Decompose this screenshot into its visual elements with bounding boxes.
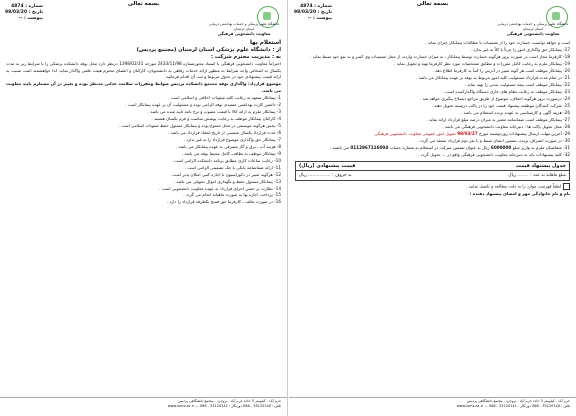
letter-from: از : دانشگاه علوم پزشکی استان لرستان (مجتمع پردیس) (136, 46, 281, 53)
letter-to: به : مدیریت محترم شرکت : (210, 53, 281, 60)
condition-item: 6- مدت قرارداد یکسال شمسی از تاریخ انعقاد قرارداد می باشد . (167, 129, 281, 135)
subject-paragraph: موضوع قرارداد: واگذاری بوفه مجتمع دانشکده پردیس ضوابط ومقررات سلامت غذایی مدنظر بوده و تغییر در آن مستلزم تایید معاونت می باشد. (6, 81, 281, 93)
letter-body-left (0, 40, 287, 206)
checkbox-icon (563, 183, 570, 190)
condition-item: 17- پیمانکار حق واگذاری امور را جزئاً یا کلاً به غیر ندارد . (470, 46, 570, 52)
letter-date: 98/03/20 (5, 10, 28, 15)
condition-item: 25- شرکت کنندگان موظفند پیشنهاد قیمت خود را در پاکت دربسته تحویل دهند . (431, 102, 570, 108)
condition-item: 8- هزینه آب ، برق و گاز مصرفی به عهده پیمانکار می باشد . (175, 143, 281, 149)
condition-item: 22- پیمانکار موظف است بیمه مسئولیت مدنی را تهیه نماید . (464, 81, 570, 87)
condition-list-right (295, 47, 570, 130)
condition-item: 9- پیمانکار موظف به نظافت کامل محیط بوفه می باشد . (181, 150, 281, 156)
letter-footer: خرم آباد - کیلومتر 3 جاده خرم آباد - بروجرد - مجتمع دانشگاهی پردیس تلفن : 33120140 - 066 دورنگار : 33120141 - 066 — www.lums.ac.ir (0, 397, 287, 416)
condition-item: 24- درصورت بروز هرگونه اختلاف، موضوع از طریق مراجع ذیصلاح پیگیری خواهد شد . (419, 95, 570, 101)
condition-item: 5- پخش هرگونه موسیقی در محل ممنوع بوده و پیمانکار مسئول حفظ شئونات اسلامی است . (118, 122, 281, 128)
account-number: 0112967116004 (350, 144, 389, 150)
signature-block (289, 183, 576, 197)
condition-item: 28- محل تحویل پاکت ها : دبیرخانه معاونت دانشجویی فرهنگی می باشد . (442, 123, 570, 129)
condition-item: 18- کارفرما مجاز است در صورت بروز هرگونه خسارت توسط پیمانکار ، به میزان خسارت وارده، از محل تضمینات وی کسر و به نفع خود ضبط نماید . (310, 53, 570, 59)
letter-body-right (289, 40, 576, 158)
condition-item: 10- رعایت ساعات کاری مطابق برنامه دانشکده الزامی است . (171, 157, 281, 163)
org-deputy: معاونت دانشجویی فرهنگی (217, 31, 271, 36)
deadline-date: 98/03/27 (457, 130, 478, 136)
org-deputy-right: معاونت دانشجویی فرهنگی (506, 31, 560, 36)
condition-item: 14- نظارت بر حسن اجرای قرارداد به عهده معاونت دانشجویی است . (159, 185, 281, 191)
bid-table-title: جدول پیشنهاد قیمت (515, 163, 566, 170)
letter-header-right (289, 0, 576, 40)
condition-item: 15- پرداخت اجاره بها به صورت ماهیانه انجام می گردد . (183, 192, 281, 198)
signature-label: نام و نام خانوادگی مهر و امضای پیشنهاد دهنده : (469, 190, 570, 196)
deposit-item: 31- متقاضیان ملزم به واریز مبلغ 6000000 ریال به عنوان تضمین شرکت در استعلام به شماره حساب 0112967116004 می باشند . (329, 144, 570, 150)
deadline-place: تحویل امور عمومی معاونت دانشجویی فرهنگی (374, 130, 456, 136)
condition-item: 20- پیمانکار موظف است هر گونه تغییر در آدرس را کتباً به کارفرما اطلاع دهد . (432, 67, 570, 73)
deposit-amount: 6000000 (490, 144, 512, 150)
item-30: 30- در صورت انصراف برنده، تضمین ایشان ضبط و با نفر دوم قرارداد منعقد می گردد . (417, 137, 570, 143)
bismillah: بسمه تعالی (127, 1, 160, 7)
letter-meta: شماره : 4874 تاریخ : 98/03/20 پیوست : -- (5, 4, 43, 21)
rent-words-label: به حروف : (332, 173, 352, 179)
org-name-right: دانشگاه علوم پزشکی و خدمات بهداشتی درمانی استان لرستان (497, 22, 569, 31)
bismillah-right: بسمه تعالی (416, 1, 449, 7)
condition-item: 3- پیمانکار ملزم به ارائه کالا با قیمت مصوب و نرخ نامه تایید شده می باشد . (147, 108, 281, 114)
bid-table (295, 161, 570, 181)
footer-address-right: خرم آباد - کیلومتر 3 جاده خرم آباد - بروجرد - مجتمع دانشگاهی پردیس (467, 399, 570, 403)
bid-table-row: مبلغ ماهانه به عدد : ........ ریال به حروف : ................ ریال (299, 173, 566, 179)
letter-header (0, 0, 287, 40)
condition-item: 2- داشتن کارت بهداشتی متصدی بوفه الزامی بوده و مسئولیت آن بر عهده پیمانکار است . (125, 101, 281, 107)
letter-subject: استعلام بها (249, 40, 281, 46)
condition-item: 11- ارائه ضمانتنامه بانکی یا چک تضمینی الزامی است . (184, 164, 281, 170)
condition-item: 13- پیمانکار مسئول حفظ و نگهداری اموال تحویلی می باشد . (173, 178, 281, 184)
bid-table-column: قیمت پیشنهادی (ریال) (299, 163, 356, 170)
condition-item: 21- در تمام مدت قرارداد مسئولیت کلیه امور مربوط به بوفه بر عهده پیمانکار می باشد . (416, 74, 570, 80)
item-32: 32- کلیه پیشنهادات باید به دبیرخانه معاونت دانشجویی فرهنگی واقع در ... تحویل گردد . (418, 151, 570, 157)
footer-phone: تلفن : 33120140 - 066 دورنگار : 33120141 - 066 (199, 404, 281, 408)
letter-attach-right: -- (307, 16, 312, 21)
letter-page-right (289, 0, 576, 416)
rent-label: مبلغ ماهانه به عدد : (530, 173, 566, 179)
letter-footer-right: خرم آباد - کیلومتر 3 جاده خرم آباد - بروجرد - مجتمع دانشگاهی پردیس تلفن : 33120140 - 066 دورنگار : 33120141 - 066 — www.lums.ac.ir (289, 397, 576, 416)
condition-item: 23- پیمانکار موظف به رعایت نظام های جاری دستگاه واگذارکننده است . (442, 88, 570, 94)
bid-table-header (296, 162, 569, 171)
condition-item: 19- پیمانکار ملزم به رعایت کامل مقررات و مطابق مشخصات مورد نظر کارفرما تهیه و تحویل نماید . (394, 60, 570, 66)
intro-paragraph: احتراماً معاونت دانشجویی فرهنگی با استناد مجوزشماره 2433/11/98 مورخه 1398/02/31 درنظر دارد محل بوفه دانشکده پزشکی را با شرایط زیر به مدت یکسال به اشخاص واجد شرایط به منظور ارائه خدمات رفاهی به دانشجویان، کارکنان و اعضای محترم هیئت علمی واگذار نماید. لذا خواهشمند است نسبت به ارائه قیمت پیشنهادی خود در جدول مربوط و ثبت آن اقدام فرمائید. (6, 60, 281, 80)
condition-item: 4- کارکنان پیمانکار موظف به رعایت پوشش مناسب و فرم یکسان هستند . (151, 115, 281, 121)
condition-item: 16- در صورت تخلف ، کارفرما حق فسخ یکطرفه قرارداد را دارد . (166, 199, 281, 205)
condition-item: 7- پیمانکار حق واگذاری موضوع قرارداد را به غیر ندارد . (183, 136, 281, 142)
footer-site-right: www.lums.ac.ir (456, 404, 484, 408)
condition-list-left (6, 95, 281, 206)
condition-item: 1- پیمانکار متعهد به رعایت کلیه شئونات اخلاقی و اسلامی است . (168, 94, 281, 100)
condition-item: 27- پیمانکار موظف است ضمانتنامه معتبر به میزان درصد مبلغ قرارداد ارائه نماید . (426, 116, 570, 122)
letter-meta-right: شماره : 4874 تاریخ : 98/03/20 پیوست : -- (294, 4, 332, 21)
letter-date-right: 98/03/20 (294, 10, 317, 15)
org-name: دانشگاه علوم پزشکی و خدمات بهداشتی درمانی استان لرستان (208, 22, 280, 31)
footer-phone-right: تلفن : 33120140 - 066 دورنگار : 33120141 - 066 (488, 404, 570, 408)
deadline-item: 29- آخرین مهلت ارسال پیشنهادات روزدوشنبه مورخ 98/03/27 تحویل امور عمومی معاونت دانشجویی فرهنگی (374, 130, 570, 136)
condition-item: 26- هزینه آگهی و کارشناسی به عهده برنده استعلام می باشد . (460, 109, 570, 115)
continued-paragraph: است و خواهد توانست خسارت خود را از تضمینات یا مطالبات پیمانکار جبران نماید . (425, 40, 570, 45)
footer-site: www.lums.ac.ir (167, 404, 195, 408)
letter-number: 4874 (11, 4, 24, 9)
letter-number-right: 4874 (300, 4, 313, 9)
footer-address: خرم آباد - کیلومتر 3 جاده خرم آباد - بروجرد - مجتمع دانشگاهی پردیس (178, 399, 281, 403)
condition-item: 12- هرگونه تغییر در دکوراسیون با اجازه کتبی امکان پذیر است . (169, 171, 281, 177)
bid-note: لطفاً فهرست موارد را به دقت مطالعه و تکمیل نمایید . (295, 183, 570, 190)
letter-attach: -- (18, 16, 23, 21)
